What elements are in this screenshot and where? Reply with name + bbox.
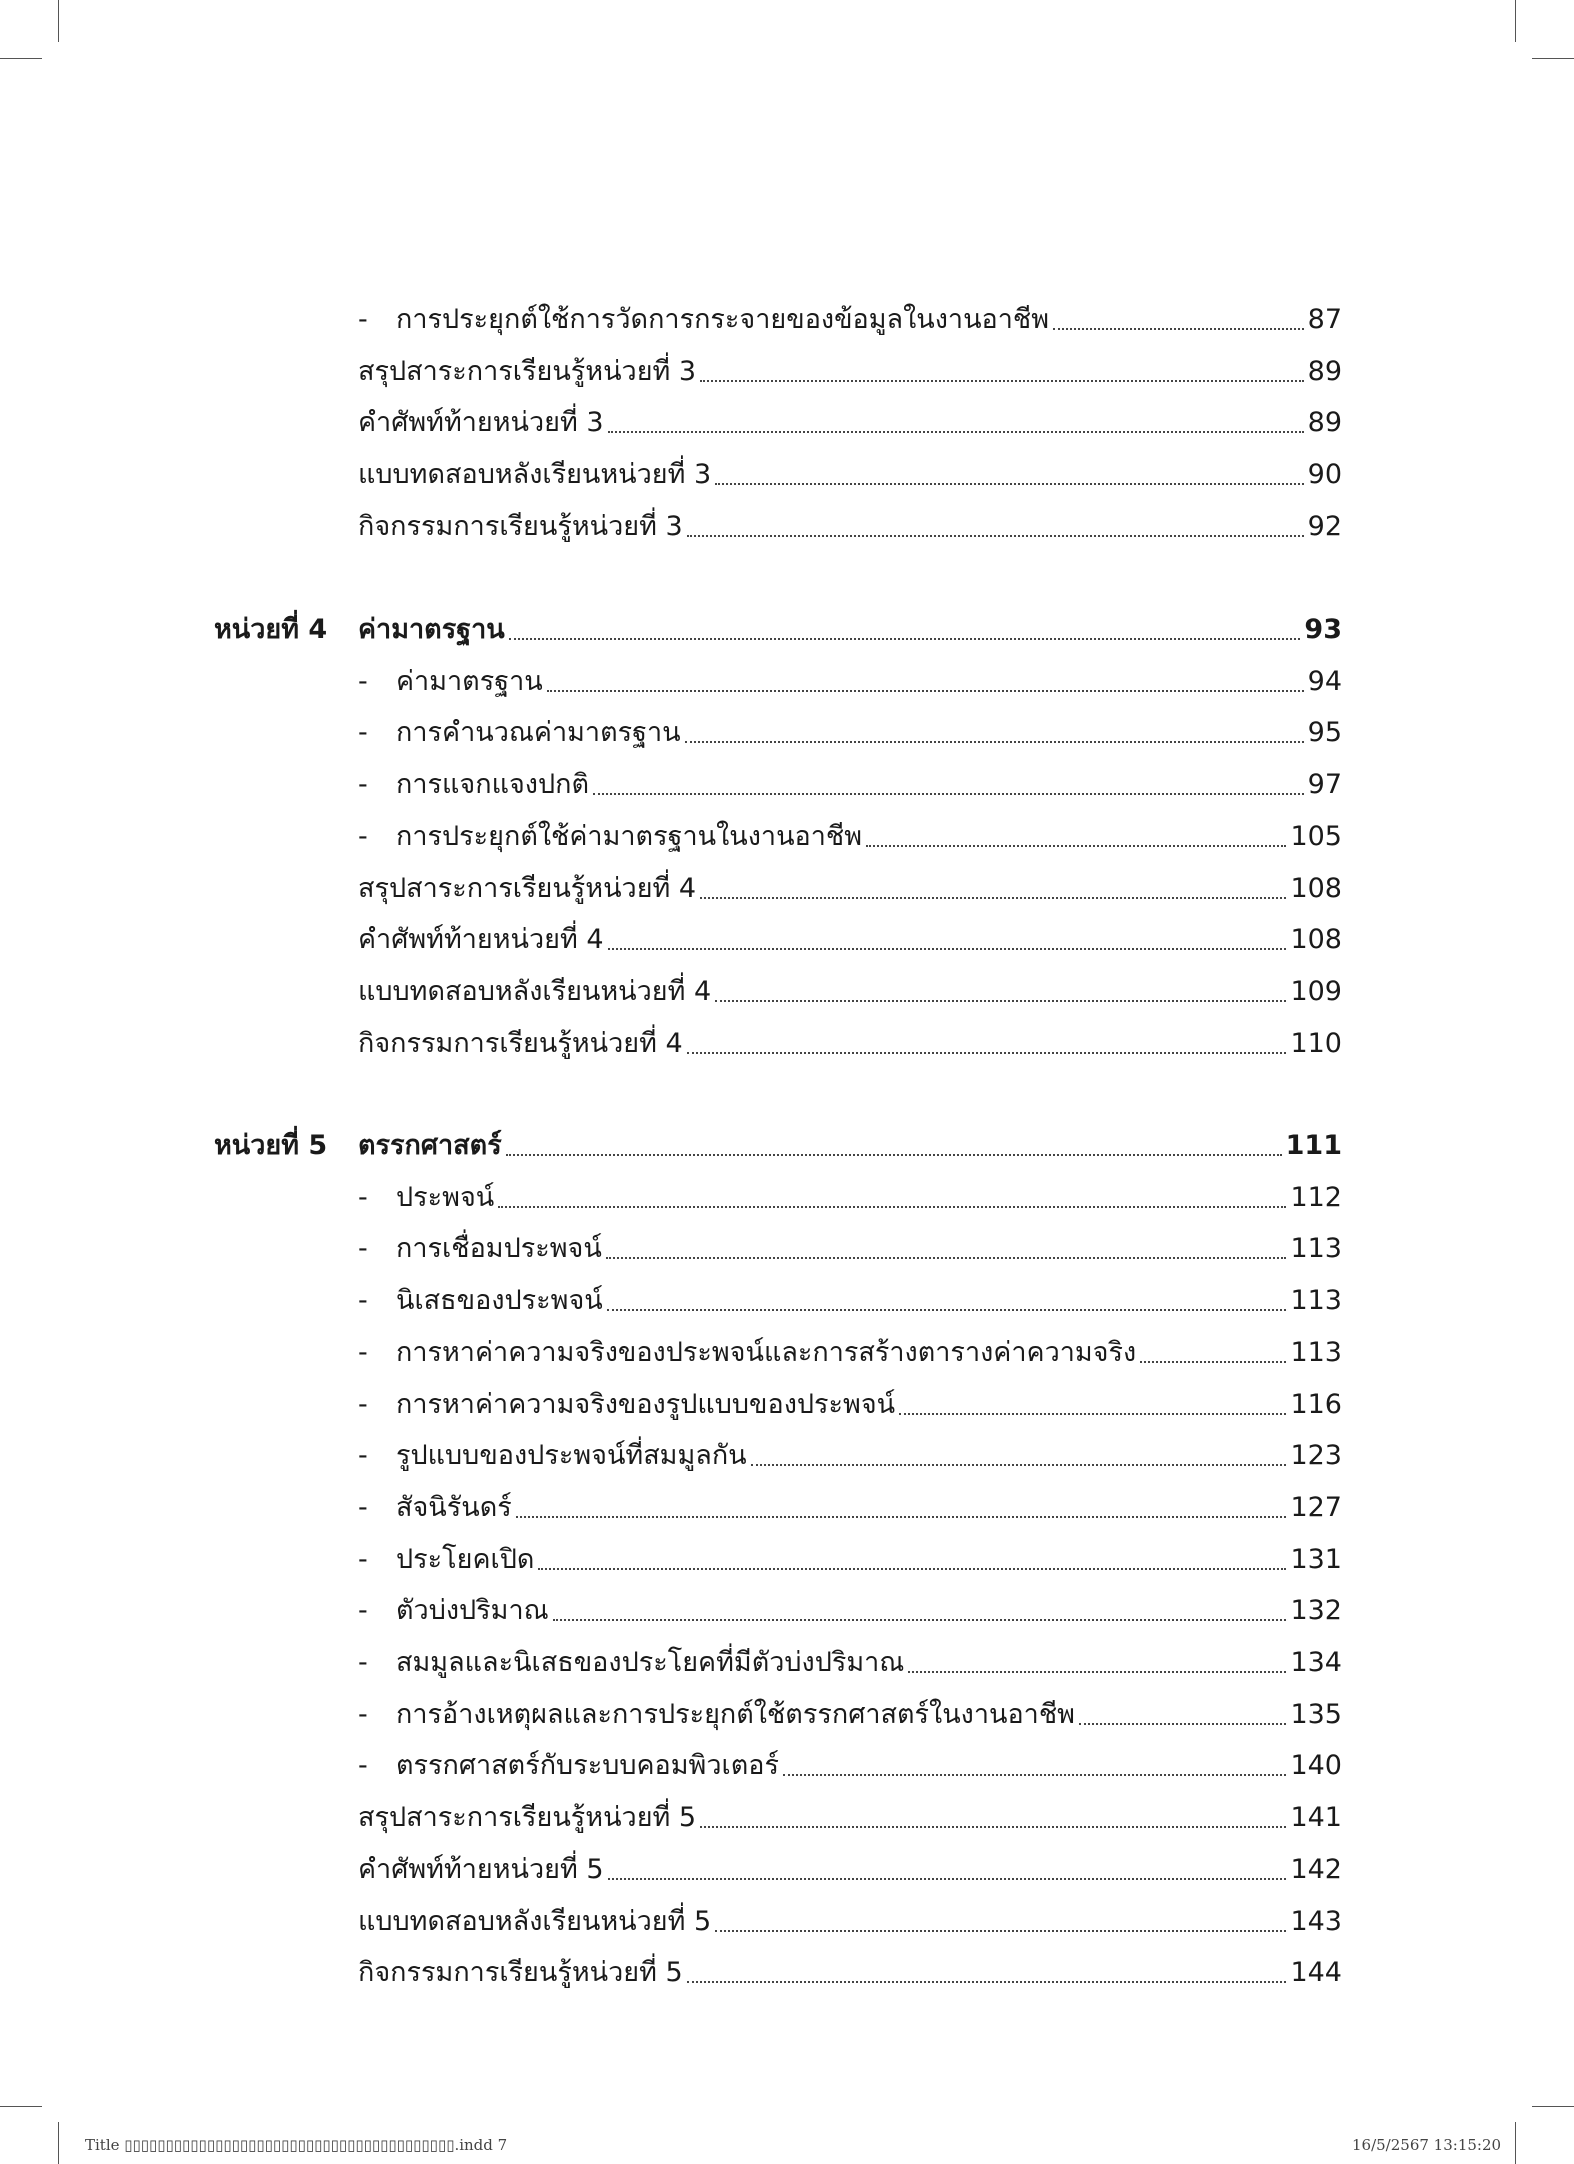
toc-entry[interactable] [358, 1436, 1342, 1476]
toc-entry[interactable] [358, 1746, 1342, 1786]
entry-title: คำศัพท์ท้ายหน่วยที่ 3 [358, 407, 604, 439]
footer-filename: Title ▯▯▯▯▯▯▯▯▯▯▯▯▯▯▯▯▯▯▯▯▯▯▯▯▯▯▯▯▯▯▯▯▯▯▯▯▯▯▯▯.indd 7 [85, 2136, 508, 2154]
page-number: 111 [1285, 1130, 1342, 1161]
toc-entry[interactable] [358, 869, 1342, 909]
dot-leader [547, 690, 1304, 692]
entry-title: การประยุกต์ใช้การวัดการกระจายของข้อมูลในงานอาชีพ [396, 304, 1050, 335]
bullet-dash: - [358, 304, 368, 335]
footer-datetime: 16/5/2567 13:15:20 [1352, 2136, 1502, 2154]
toc-entry[interactable] [358, 920, 1342, 960]
page-number: 113 [1290, 1233, 1342, 1265]
page-number: 93 [1304, 614, 1342, 645]
entry-title: สรุปสาระการเรียนรู้หน่วยที่ 5 [358, 1802, 697, 1834]
dot-leader [1079, 1723, 1286, 1725]
entry-title: ตัวบ่งปริมาณ [396, 1595, 549, 1627]
unit-label: หน่วยที่ 4 [214, 614, 328, 645]
dot-leader [506, 1154, 1282, 1156]
page-number: 94 [1307, 665, 1342, 697]
toc-entry[interactable] [358, 1333, 1342, 1373]
page-number: 132 [1290, 1595, 1342, 1627]
page-number: 113 [1290, 1285, 1342, 1317]
toc-entry[interactable] [358, 1798, 1342, 1838]
page-number: 142 [1290, 1853, 1342, 1885]
dot-leader [687, 535, 1304, 537]
dot-leader [908, 1671, 1286, 1673]
entry-title: นิเสธของประพจน์ [396, 1285, 603, 1317]
bullet-dash: - [358, 1336, 368, 1368]
page-number: 89 [1307, 407, 1342, 439]
page-number: 108 [1290, 924, 1342, 956]
toc-entry[interactable] [358, 1902, 1342, 1942]
page-number: 116 [1290, 1388, 1342, 1420]
entry-title: กิจกรรมการเรียนรู้หน่วยที่ 5 [358, 1957, 683, 1989]
bullet-dash: - [358, 665, 368, 697]
page-number: 141 [1290, 1802, 1342, 1834]
toc-entry[interactable] [358, 662, 1342, 702]
entry-title: สมมูลและนิเสธของประโยคที่มีตัวบ่งปริมาณ [396, 1647, 905, 1678]
entry-title: สัจนิรันดร์ [396, 1491, 512, 1523]
bullet-dash: - [358, 1698, 368, 1730]
dot-leader [593, 793, 1304, 795]
entry-title: ค่ามาตรฐาน [396, 665, 543, 697]
page-number: 135 [1290, 1698, 1342, 1730]
dot-leader [687, 1052, 1287, 1054]
entry-title: ประพจน์ [396, 1181, 495, 1213]
bullet-dash: - [358, 769, 368, 801]
entry-title: ตรรกศาสตร์กับระบบคอมพิวเตอร์ [396, 1750, 779, 1782]
toc-entry[interactable] [358, 455, 1342, 495]
bullet-dash: - [358, 1285, 368, 1317]
dot-leader [700, 897, 1286, 899]
toc-entry[interactable] [358, 300, 1342, 340]
toc-entry[interactable] [358, 1178, 1342, 1218]
page-number: 110 [1290, 1027, 1342, 1059]
dot-leader [899, 1413, 1286, 1415]
entry-title: รูปแบบของประพจน์ที่สมมูลกัน [396, 1440, 747, 1472]
entry-title: การหาค่าความจริงของประพจน์และการสร้างตารางค่าความจริง [396, 1336, 1137, 1368]
unit-heading[interactable] [358, 1126, 1342, 1166]
dot-leader [1140, 1361, 1286, 1363]
entry-title: สรุปสาระการเรียนรู้หน่วยที่ 4 [358, 872, 697, 904]
dot-leader [866, 845, 1286, 847]
page-number: 140 [1290, 1750, 1342, 1782]
bullet-dash: - [358, 1388, 368, 1420]
bullet-dash: - [358, 1595, 368, 1627]
page-number: 112 [1290, 1181, 1342, 1213]
bullet-dash: - [358, 717, 368, 749]
unit-title: ตรรกศาสตร์ [358, 1130, 502, 1161]
toc-entry[interactable] [358, 507, 1342, 547]
page-number: 134 [1290, 1647, 1342, 1678]
entry-title: การอ้างเหตุผลและการประยุกต์ใช้ตรรกศาสตร์ในงานอาชีพ [396, 1698, 1075, 1730]
dot-leader [608, 431, 1304, 433]
unit-heading[interactable] [358, 610, 1342, 650]
dot-leader [553, 1619, 1287, 1621]
page-number: 105 [1290, 820, 1342, 852]
bullet-dash: - [358, 1440, 368, 1472]
dot-leader [783, 1774, 1286, 1776]
toc-entry[interactable] [358, 1281, 1342, 1321]
bullet-dash: - [358, 820, 368, 852]
toc-entry[interactable] [358, 817, 1342, 857]
toc-entry[interactable] [358, 765, 1342, 805]
page-number: 123 [1290, 1440, 1342, 1472]
dot-leader [685, 741, 1304, 743]
entry-title: กิจกรรมการเรียนรู้หน่วยที่ 4 [358, 1027, 683, 1059]
dot-leader [1053, 328, 1304, 330]
page-number: 92 [1307, 510, 1342, 542]
toc-entry[interactable] [358, 403, 1342, 443]
page-number: 87 [1307, 304, 1342, 335]
toc-entry[interactable] [358, 1540, 1342, 1580]
page-number: 127 [1290, 1491, 1342, 1523]
dot-leader [516, 1516, 1287, 1518]
page-number: 108 [1290, 872, 1342, 904]
bullet-dash: - [358, 1181, 368, 1213]
dot-leader [715, 483, 1303, 485]
dot-leader [751, 1464, 1287, 1466]
toc-entry[interactable] [358, 1385, 1342, 1425]
toc-entry[interactable] [358, 1591, 1342, 1631]
entry-title: แบบทดสอบหลังเรียนหน่วยที่ 5 [358, 1905, 712, 1937]
dot-leader [700, 380, 1304, 382]
toc-entry[interactable] [358, 1643, 1342, 1683]
entry-title: แบบทดสอบหลังเรียนหน่วยที่ 3 [358, 459, 712, 491]
page-number: 144 [1290, 1957, 1342, 1989]
page-number: 113 [1290, 1336, 1342, 1368]
entry-title: สรุปสาระการเรียนรู้หน่วยที่ 3 [358, 355, 697, 387]
dot-leader [700, 1826, 1286, 1828]
bullet-dash: - [358, 1750, 368, 1782]
toc-entry[interactable] [358, 1229, 1342, 1269]
entry-title: การคำนวณค่ามาตรฐาน [396, 717, 681, 749]
bullet-dash: - [358, 1647, 368, 1678]
toc-entry[interactable] [358, 972, 1342, 1012]
page-number: 90 [1307, 459, 1342, 491]
dot-leader [606, 1257, 1287, 1259]
unit-title: ค่ามาตรฐาน [358, 614, 505, 645]
toc-entry[interactable] [358, 352, 1342, 392]
page-number: 89 [1307, 355, 1342, 387]
entry-title: การเชื่อมประพจน์ [396, 1233, 602, 1265]
unit-label: หน่วยที่ 5 [214, 1130, 328, 1161]
dot-leader [715, 1000, 1286, 1002]
entry-title: กิจกรรมการเรียนรู้หน่วยที่ 3 [358, 510, 683, 542]
toc-entry[interactable] [358, 713, 1342, 753]
bullet-dash: - [358, 1491, 368, 1523]
page-number: 95 [1307, 717, 1342, 749]
toc-entry[interactable] [358, 1024, 1342, 1064]
toc-entry[interactable] [358, 1488, 1342, 1528]
entry-title: ประโยคเปิด [396, 1543, 535, 1575]
bullet-dash: - [358, 1233, 368, 1265]
entry-title: คำศัพท์ท้ายหน่วยที่ 5 [358, 1853, 604, 1885]
page-number: 131 [1290, 1543, 1342, 1575]
page-number: 97 [1307, 769, 1342, 801]
dot-leader [509, 638, 1301, 640]
bullet-dash: - [358, 1543, 368, 1575]
entry-title: แบบทดสอบหลังเรียนหน่วยที่ 4 [358, 975, 712, 1007]
toc-entry[interactable] [358, 1953, 1342, 1993]
dot-leader [498, 1206, 1286, 1208]
dot-leader [538, 1568, 1286, 1570]
toc-entry[interactable] [358, 1850, 1342, 1890]
page-number: 143 [1290, 1905, 1342, 1937]
dot-leader [687, 1981, 1287, 1983]
entry-title: คำศัพท์ท้ายหน่วยที่ 4 [358, 924, 604, 956]
entry-title: การประยุกต์ใช้ค่ามาตรฐานในงานอาชีพ [396, 820, 863, 852]
toc-entry[interactable] [358, 1695, 1342, 1735]
dot-leader [715, 1930, 1286, 1932]
dot-leader [607, 1309, 1287, 1311]
entry-title: การแจกแจงปกติ [396, 769, 590, 801]
dot-leader [608, 1878, 1287, 1880]
dot-leader [608, 948, 1287, 950]
page-number: 109 [1290, 975, 1342, 1007]
entry-title: การหาค่าความจริงของรูปแบบของประพจน์ [396, 1388, 896, 1420]
